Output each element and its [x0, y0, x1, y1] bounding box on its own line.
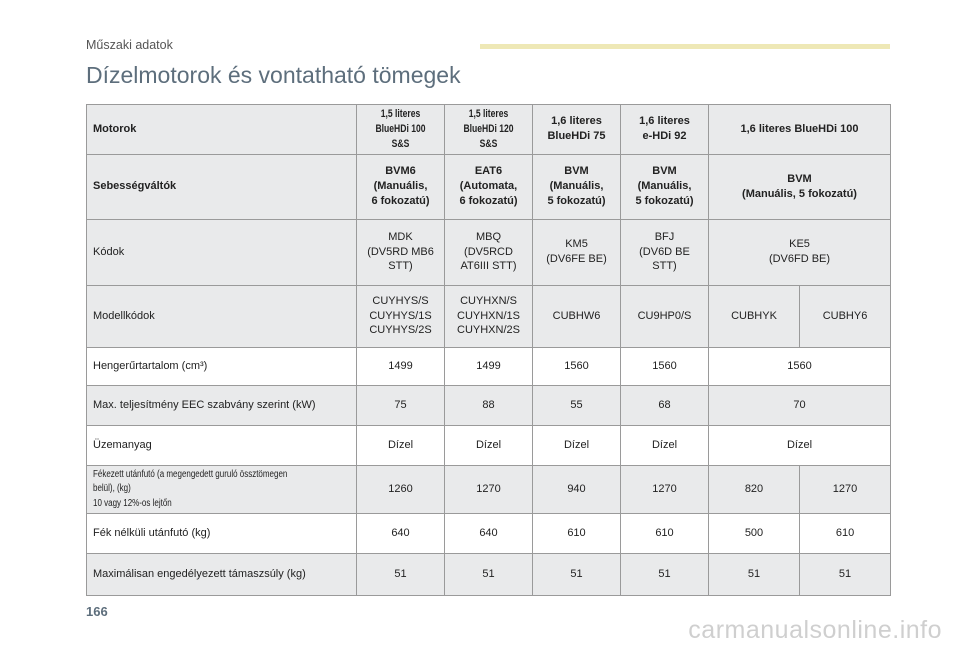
cell-displacement-1: 1499	[357, 347, 445, 385]
cell-unbraked-1: 640	[357, 514, 445, 554]
cell-braked-5: 820	[709, 465, 800, 514]
row-label-unbraked-trailer: Fék nélküli utánfutó (kg)	[87, 514, 357, 554]
cell-displacement-3: 1560	[533, 347, 621, 385]
cell-unbraked-5: 500	[709, 514, 800, 554]
cell-noseweight-3: 51	[533, 554, 621, 596]
table-row-power	[87, 385, 891, 425]
cell-code-5: KE5 (DV6FD BE)	[709, 219, 891, 285]
header-accent-bar	[480, 44, 890, 49]
section-label: Műszaki adatok	[86, 38, 173, 52]
cell-engine-5: 1,6 literes BlueHDi 100	[709, 105, 891, 155]
table-row-engines	[87, 105, 891, 155]
cell-power-5: 70	[709, 385, 891, 425]
cell-gearbox-5: BVM (Manuális, 5 fokozatú)	[709, 154, 891, 219]
cell-engine-1: 1,5 literes BlueHDi 100 S&S	[357, 105, 445, 155]
cell-engine-4: 1,6 literes e-HDi 92	[621, 105, 709, 155]
row-label-braked-trailer: Fékezett utánfutó (a megengedett guruló össztömegen belül), (kg) 10 vagy 12%-os lejtőn	[87, 465, 357, 514]
row-label-codes: Kódok	[87, 219, 357, 285]
table-row-displacement	[87, 347, 891, 385]
cell-unbraked-6: 610	[800, 514, 891, 554]
cell-model-6: CUBHY6	[800, 285, 891, 347]
row-label-fuel: Üzemanyag	[87, 425, 357, 465]
cell-fuel-2: Dízel	[445, 425, 533, 465]
cell-noseweight-4: 51	[621, 554, 709, 596]
spec-table	[86, 104, 891, 596]
cell-displacement-4: 1560	[621, 347, 709, 385]
cell-fuel-1: Dízel	[357, 425, 445, 465]
cell-power-3: 55	[533, 385, 621, 425]
cell-gearbox-2: EAT6 (Automata, 6 fokozatú)	[445, 154, 533, 219]
cell-braked-6: 1270	[800, 465, 891, 514]
cell-model-2: CUYHXN/S CUYHXN/1S CUYHXN/2S	[445, 285, 533, 347]
table-row-braked-trailer	[87, 465, 891, 514]
cell-fuel-3: Dízel	[533, 425, 621, 465]
cell-model-4: CU9HP0/S	[621, 285, 709, 347]
row-label-nose-weight: Maximálisan engedélyezett támaszsúly (kg)	[87, 554, 357, 596]
page-number: 166	[86, 604, 108, 619]
row-label-power: Max. teljesítmény EEC szabvány szerint (kW)	[87, 385, 357, 425]
cell-displacement-5: 1560	[709, 347, 891, 385]
cell-noseweight-6: 51	[800, 554, 891, 596]
row-label-engines: Motorok	[87, 105, 357, 155]
table-row-gearboxes	[87, 154, 891, 219]
cell-code-2: MBQ (DV5RCD AT6III STT)	[445, 219, 533, 285]
cell-braked-2: 1270	[445, 465, 533, 514]
cell-noseweight-1: 51	[357, 554, 445, 596]
cell-model-3: CUBHW6	[533, 285, 621, 347]
table-row-unbraked-trailer	[87, 514, 891, 554]
cell-braked-3: 940	[533, 465, 621, 514]
row-label-models: Modellkódok	[87, 285, 357, 347]
cell-noseweight-5: 51	[709, 554, 800, 596]
table-row-fuel	[87, 425, 891, 465]
cell-braked-1: 1260	[357, 465, 445, 514]
cell-gearbox-4: BVM (Manuális, 5 fokozatú)	[621, 154, 709, 219]
cell-model-5: CUBHYK	[709, 285, 800, 347]
cell-displacement-2: 1499	[445, 347, 533, 385]
cell-unbraked-2: 640	[445, 514, 533, 554]
cell-unbraked-4: 610	[621, 514, 709, 554]
table-row-nose-weight	[87, 554, 891, 596]
table-row-models	[87, 285, 891, 347]
table-row-codes	[87, 219, 891, 285]
row-label-gearboxes: Sebességváltók	[87, 154, 357, 219]
cell-engine-3: 1,6 literes BlueHDi 75	[533, 105, 621, 155]
cell-code-3: KM5 (DV6FE BE)	[533, 219, 621, 285]
cell-unbraked-3: 610	[533, 514, 621, 554]
cell-power-2: 88	[445, 385, 533, 425]
cell-model-1: CUYHYS/S CUYHYS/1S CUYHYS/2S	[357, 285, 445, 347]
row-label-displacement: Hengerűrtartalom (cm³)	[87, 347, 357, 385]
cell-code-4: BFJ (DV6D BE STT)	[621, 219, 709, 285]
cell-code-1: MDK (DV5RD MB6 STT)	[357, 219, 445, 285]
cell-power-1: 75	[357, 385, 445, 425]
cell-braked-4: 1270	[621, 465, 709, 514]
watermark: carmanualsonline.info	[688, 616, 942, 644]
page-title: Dízelmotorok és vontatható tömegek	[86, 62, 461, 88]
cell-fuel-4: Dízel	[621, 425, 709, 465]
cell-gearbox-1: BVM6 (Manuális, 6 fokozatú)	[357, 154, 445, 219]
cell-engine-2: 1,5 literes BlueHDi 120 S&S	[445, 105, 533, 155]
cell-gearbox-3: BVM (Manuális, 5 fokozatú)	[533, 154, 621, 219]
cell-noseweight-2: 51	[445, 554, 533, 596]
cell-power-4: 68	[621, 385, 709, 425]
cell-fuel-5: Dízel	[709, 425, 891, 465]
